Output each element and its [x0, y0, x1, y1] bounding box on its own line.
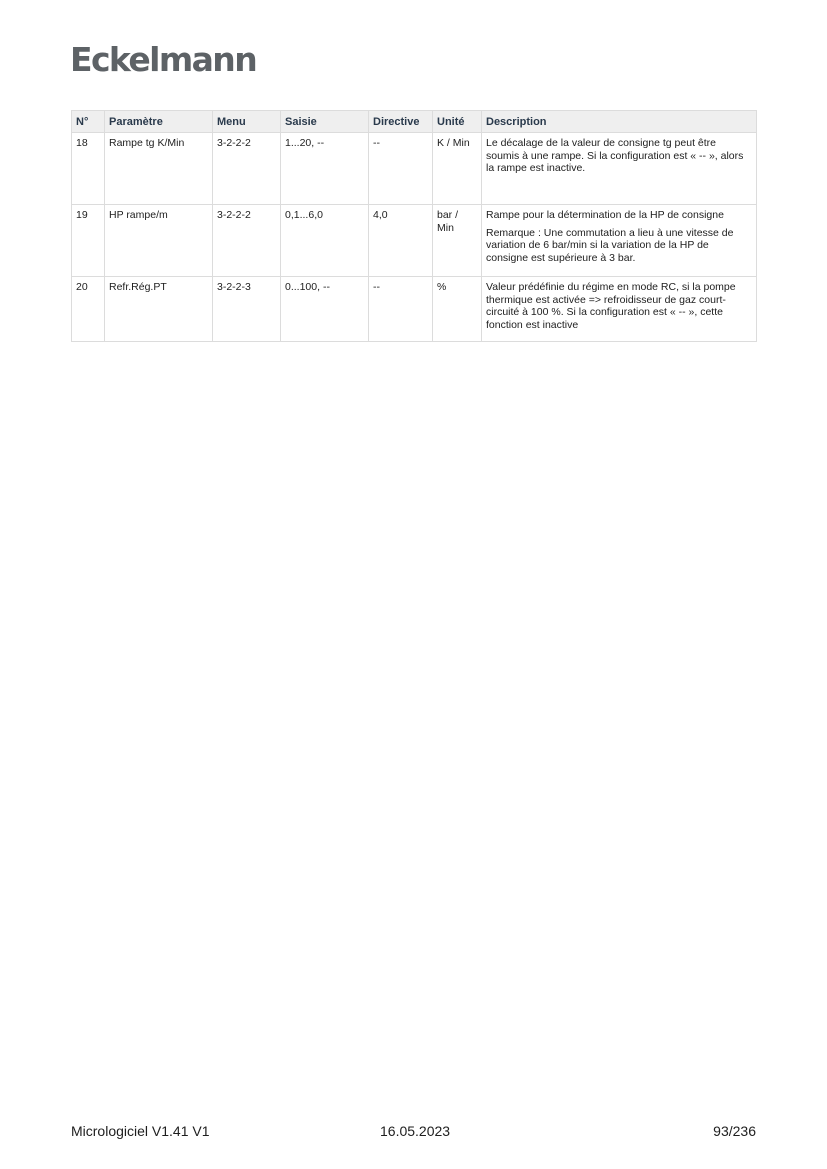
cell-menu: 3-2-2-3 [213, 277, 281, 342]
cell-saisie: 1...20, -- [281, 133, 369, 205]
cell-directive: -- [369, 133, 433, 205]
cell-unite: % [433, 277, 482, 342]
header-parametre: Paramètre [105, 111, 213, 133]
description-note: Remarque : Une commutation a lieu à une vitesse de variation de 6 bar/min si la variation de la HP de consigne est supérieure à 3 bar. [486, 226, 734, 264]
footer-page-number: 93/236 [713, 1123, 756, 1139]
cell-directive: 4,0 [369, 205, 433, 277]
header-row [72, 111, 757, 133]
header-saisie: Saisie [281, 111, 369, 133]
cell-saisie: 0,1...6,0 [281, 205, 369, 277]
table-row [72, 205, 757, 277]
header-no: N° [72, 111, 105, 133]
cell-parametre: Refr.Rég.PT [105, 277, 213, 342]
table-body [72, 133, 757, 342]
table-row [72, 133, 757, 205]
cell-description [482, 133, 757, 205]
footer-date: 16.05.2023 [380, 1123, 451, 1139]
cell-directive: -- [369, 277, 433, 342]
description-text: Rampe pour la détermination de la HP de consigne [486, 209, 724, 222]
cell-no: 18 [72, 133, 105, 205]
header-menu: Menu [213, 111, 281, 133]
cell-menu: 3-2-2-2 [213, 133, 281, 205]
cell-description [482, 277, 757, 342]
cell-unite: K / Min [433, 133, 482, 205]
company-logo: Eckelmann [70, 40, 257, 79]
table-row [72, 277, 757, 342]
header-directive: Directive [369, 111, 433, 133]
header-description: Description [482, 111, 757, 133]
cell-saisie: 0...100, -- [281, 277, 369, 342]
cell-no: 19 [72, 205, 105, 277]
footer-firmware-version: Micrologiciel V1.41 V1 [71, 1123, 210, 1139]
description-text: Valeur prédéfinie du régime en mode RC, si la pompe thermique est activée => refroidisseur de gaz court-circuité à 100 %. Si la configuration est « -- », cette fonction est inactive [486, 281, 736, 331]
cell-menu: 3-2-2-2 [213, 205, 281, 277]
table-header [72, 111, 757, 133]
parameter-table [71, 110, 757, 342]
cell-description [482, 205, 757, 277]
cell-parametre: Rampe tg K/Min [105, 133, 213, 205]
cell-parametre: HP rampe/m [105, 205, 213, 277]
description-text: Le décalage de la valeur de consigne tg peut être soumis à une rampe. Si la configuration est « -- », alors la rampe est inactive. [486, 137, 744, 175]
header-unite: Unité [433, 111, 482, 133]
cell-unite: bar / Min [433, 205, 482, 277]
cell-no: 20 [72, 277, 105, 342]
